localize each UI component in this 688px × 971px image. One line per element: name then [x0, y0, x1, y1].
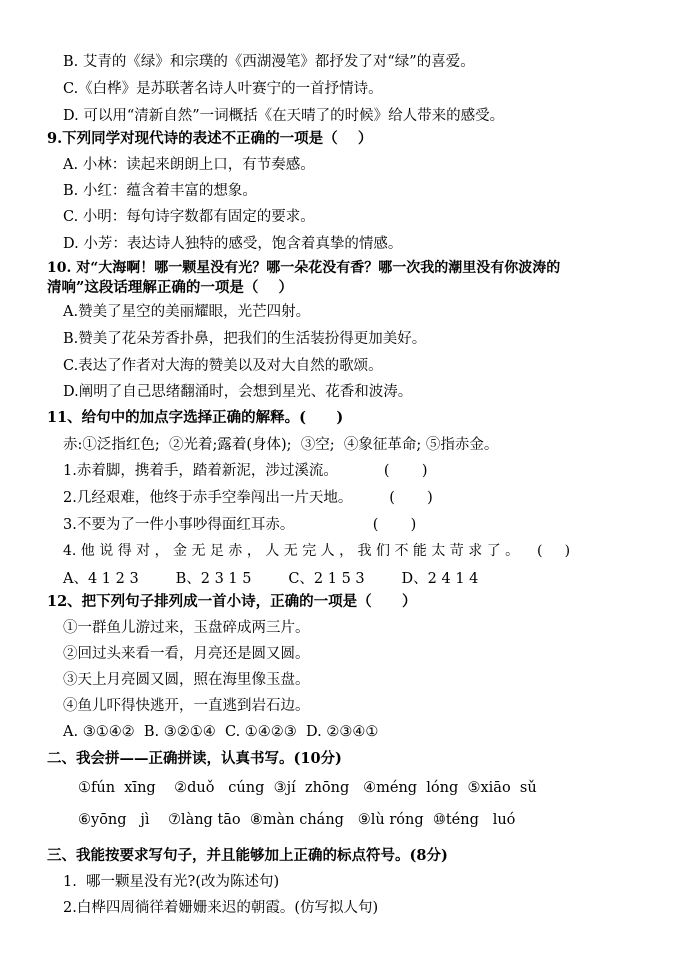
q11-sentence-2: 2.几经艰难，他终于赤手空拳闯出一片天地。 ( ) [63, 490, 433, 506]
section-3-item-2: 2.白桦四周徜徉着姗姗来迟的朝霞。(仿写拟人句) [63, 900, 379, 916]
q11-definitions: 赤:①泛指红色; ②光着;露着(身体); ③空; ④象征革命; ⑤指赤金。 [63, 437, 499, 453]
q12-line-2: ②回过头来看一看，月亮还是圆又圆。 [63, 646, 310, 662]
q8-option-b: B. 艾青的《绿》和宗璞的《西湖漫笔》都抒发了对“绿”的喜爱。 [63, 54, 475, 70]
q9-option-a: A. 小林：读起来朗朗上口，有节奏感。 [63, 157, 315, 173]
q8-option-c: C.《白桦》是苏联著名诗人叶赛宁的一首抒情诗。 [63, 81, 383, 97]
q10-option-b: B.赞美了花朵芳香扑鼻，把我们的生活装扮得更加美好。 [63, 331, 427, 347]
q8-option-d: D. 可以用“清新自然”一词概括《在天晴了的时候》给人带来的感受。 [63, 108, 505, 124]
pinyin-row-1: ①fún xīng ②duǒ cúng ③jí zhōng ④méng lóng ⑤xiāo sǔ [78, 780, 537, 796]
q9-option-d: D. 小芳：表达诗人独特的感受，饱含着真挚的情感。 [63, 236, 403, 252]
q10-option-d: D.阐明了自己思绪翻涌时，会想到星光、花香和波涛。 [63, 384, 413, 400]
q10-option-a: A.赞美了星空的美丽耀眼，光芒四射。 [63, 304, 311, 320]
q12-options: A. ③①④② B. ③②①④ C. ①④②③ D. ②③④① [63, 724, 379, 740]
q11-sentence-4: 4. 他 说 得 对 ， 金 无 足 赤 ， 人 无 完 人 ， 我 们 不 能 太 苛 求 了 。 ( ) [63, 543, 571, 559]
q12-line-3: ③天上月亮圆又圆，照在海里像玉盘。 [63, 672, 310, 688]
section-3-item-1: 1. 哪一颗星没有光?(改为陈述句) [63, 874, 280, 890]
q10-option-c: C.表达了作者对大海的赞美以及对大自然的歌颂。 [63, 358, 383, 374]
section-2-title: 二、我会拼——正确拼读，认真书写。(10分) [47, 750, 342, 767]
q11-options: A、4 1 2 3 B、2 3 1 5 C、2 1 5 3 D、2 4 1 4 [63, 571, 479, 587]
question-11: 11、给句中的加点字选择正确的解释。( ) [47, 409, 344, 426]
pinyin-row-2: ⑥yōng jì ⑦làng tāo ⑧màn cháng ⑨lù róng ⑩téng luó [78, 812, 516, 828]
q9-option-b: B. 小红：蕴含着丰富的想象。 [63, 183, 257, 199]
question-12: 12、把下列句子排列成一首小诗，正确的一项是（ ） [47, 593, 417, 610]
q12-line-4: ④鱼儿吓得快逃开，一直逃到岩石边。 [63, 698, 310, 714]
q11-sentence-3: 3.不要为了一件小事吵得面红耳赤。 ( ) [63, 517, 417, 533]
section-3-title: 三、我能按要求写句子，并且能够加上正确的标点符号。(8分) [47, 847, 448, 864]
question-9: 9.下列同学对现代诗的表述不正确的一项是（ ） [47, 130, 373, 147]
q12-line-1: ①一群鱼儿游过来，玉盘碎成两三片。 [63, 620, 310, 636]
q9-option-c: C. 小明：每句诗字数都有固定的要求。 [63, 209, 315, 225]
question-10-line-1: 10. 对“大海啊！哪一颗星没有光？哪一朵花没有香？哪一次我的潮里没有你波涛的 [47, 260, 561, 276]
q11-sentence-1: 1.赤着脚，携着手，踏着新泥，涉过溪流。 ( ) [63, 463, 428, 479]
question-10-line-2: 清响”这段话理解正确的一项是（ ） [47, 279, 294, 296]
